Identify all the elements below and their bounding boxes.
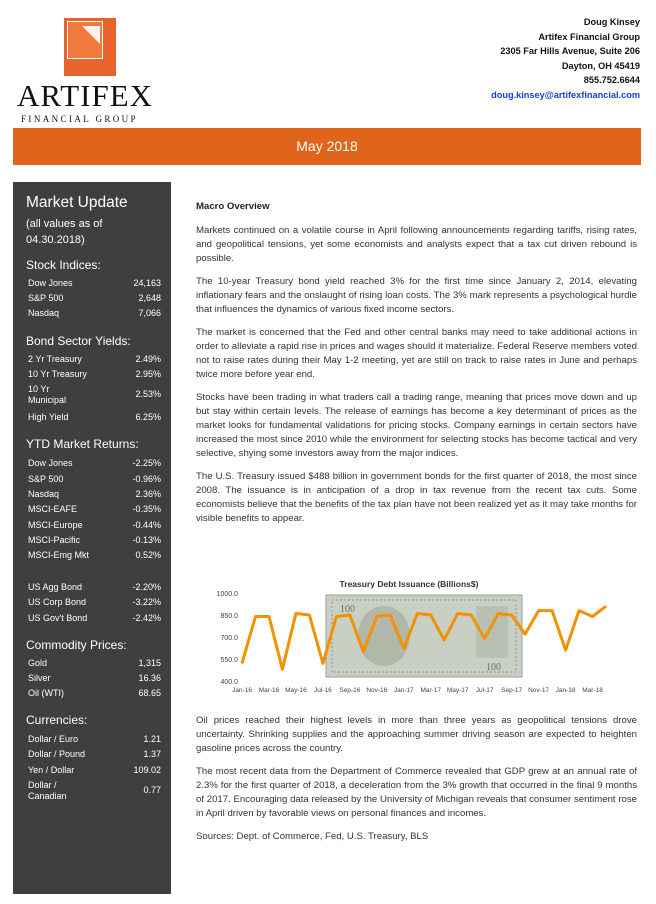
data-point — [444, 639, 445, 640]
row-value: 1,315 — [138, 658, 161, 668]
paragraph: The 10-year Treasury bond yield reached 3% for the first time since January 2, 2014, elevating inflationary fears and the onslaught of rising loan costs. The 3% mark represents a psychological hurdle that influences the dynamics of various fixed income sectors. — [196, 276, 637, 315]
data-point — [322, 663, 323, 664]
contact-address-line2: Dayton, OH 45419 — [561, 60, 640, 71]
data-point — [538, 610, 539, 611]
row-value: 0.52% — [135, 550, 161, 560]
row-label: Dollar / Canadian — [28, 780, 67, 801]
data-point — [309, 615, 310, 616]
article-body-continued — [196, 714, 637, 853]
paragraph: Oil prices reached their highest levels in more than three years as geopolitical tensions drove uncertainty. Shrinking supplies and the approaching summer driving season are expected to heighten gasoline prices across the country. — [196, 715, 637, 754]
row-label: Nasdaq — [28, 489, 60, 499]
row-value: -0.96% — [132, 474, 161, 484]
data-point — [403, 648, 404, 649]
y-tick-label: 1000.0 — [216, 591, 238, 598]
data-point — [484, 638, 485, 639]
row-value: 68.65 — [138, 688, 161, 698]
row-label: 10 Yr Municipal — [28, 384, 67, 405]
data-point — [471, 615, 472, 616]
row-value: 2.53% — [135, 389, 161, 399]
data-point — [390, 615, 391, 616]
row-label: Dollar / Euro — [28, 734, 79, 744]
row-value: 1.21 — [143, 734, 161, 744]
x-tick-label: Jan-16 — [232, 687, 252, 694]
row-label: 10 Yr Treasury — [28, 369, 87, 379]
stock-indices-heading: Stock Indices: — [26, 258, 101, 272]
row-value: 2.95% — [135, 369, 161, 379]
data-point — [363, 651, 364, 652]
svg-text:100: 100 — [340, 604, 355, 615]
paragraph: The market is concerned that the Fed and other central banks may need to take additional actions in order to alleviate a rapid rise in prices and wages should it materialize. Federal Reserve members voted not to raise rates during their May 1-2 meeting, yet are still on track to raise rates in June and perhaps twice more before year end. — [196, 327, 637, 380]
row-value: -2.25% — [132, 458, 161, 468]
row-label: MSCI-Pacific — [28, 535, 81, 545]
x-axis — [232, 687, 603, 694]
data-point — [606, 606, 607, 607]
market-update-sidebar — [13, 182, 171, 894]
ytd-returns-heading: YTD Market Returns: — [26, 437, 139, 451]
x-tick-label: Sep-16 — [339, 687, 361, 694]
row-value: 109.02 — [133, 765, 161, 775]
data-point — [417, 613, 418, 614]
y-tick-label: 850.0 — [220, 613, 238, 620]
x-tick-label: Nov-17 — [528, 687, 550, 694]
row-value: 2.49% — [135, 354, 161, 364]
row-value: 7,066 — [138, 308, 161, 318]
dollar-bill-image — [326, 595, 522, 677]
x-tick-label: Jul-17 — [475, 687, 494, 694]
sidebar-title: Market Update — [26, 194, 128, 211]
row-label: MSCI-EAFE — [28, 504, 78, 514]
x-tick-label: Mar-17 — [420, 687, 442, 694]
row-value: 24,163 — [133, 278, 161, 288]
x-tick-label: Nov-16 — [366, 687, 388, 694]
sidebar-note: (all values as of 04.30.2018) — [26, 218, 103, 246]
x-tick-label: Jul-16 — [314, 687, 332, 694]
commodity-prices-heading: Commodity Prices: — [26, 638, 127, 652]
x-tick-label: Mar-18 — [582, 687, 603, 694]
row-value: 6.25% — [135, 412, 161, 422]
row-label: MSCI-Emg Mkt — [28, 550, 90, 560]
row-label: US Corp Bond — [28, 597, 87, 607]
row-label: Nasdaq — [28, 308, 60, 318]
paragraph: The most recent data from the Department of Commerce revealed that GDP grew at an annual rate of 2.3% for the first quarter of 2018, a deceleration from the 3% growth that occurred in the final 9 months of 2017. Encouraging data released by the University of Michigan reveals that consumer sentiment rose in April driven by favorable views on personal finances and incomes. — [196, 766, 637, 819]
x-tick-label: Jan-18 — [555, 687, 576, 694]
data-point — [552, 610, 553, 611]
y-tick-label: 700.0 — [220, 635, 238, 642]
row-label: Gold — [28, 658, 48, 668]
data-point — [268, 616, 269, 617]
contact-company: Artifex Financial Group — [538, 31, 640, 42]
row-label: Dow Jones — [28, 458, 73, 468]
row-label: S&P 500 — [28, 474, 64, 484]
x-tick-label: May-17 — [446, 687, 469, 694]
logo-subtitle: FINANCIAL GROUP — [21, 114, 138, 124]
row-label: High Yield — [28, 412, 69, 422]
data-point — [255, 616, 256, 617]
row-value: 0.77 — [143, 785, 161, 795]
row-value: 1.37 — [143, 749, 161, 759]
row-value: -0.35% — [132, 504, 161, 514]
row-label: US Agg Bond — [28, 582, 83, 592]
row-value: -2.20% — [132, 582, 161, 592]
data-point — [457, 613, 458, 614]
data-point — [349, 615, 350, 616]
row-label: US Gov't Bond — [28, 613, 88, 623]
data-point — [430, 615, 431, 616]
row-label: 2 Yr Treasury — [28, 354, 82, 364]
row-label: Dow Jones — [28, 278, 73, 288]
article-body — [196, 200, 637, 535]
data-point — [336, 616, 337, 617]
data-point — [295, 613, 296, 614]
row-value: 16.36 — [138, 673, 161, 683]
data-point — [511, 615, 512, 616]
logo-mark-icon — [64, 18, 116, 76]
row-value: 2,648 — [138, 293, 161, 303]
month-banner: May 2018 — [13, 128, 641, 165]
row-value: -3.22% — [132, 597, 161, 607]
row-label: MSCI-Europe — [28, 520, 83, 530]
row-label: Silver — [28, 673, 51, 683]
data-point — [592, 616, 593, 617]
row-label: Yen / Dollar — [28, 765, 75, 775]
currencies-heading: Currencies: — [26, 713, 88, 727]
article-heading: Macro Overview — [196, 201, 270, 212]
data-point — [565, 650, 566, 651]
x-tick-label: May-16 — [285, 687, 307, 694]
paragraph: Stocks have been trading in what traders call a trading range, meaning that prices move down and up but stay within certain levels. The release of earnings has become a key determinant of prices as the market looks for fundamental validations for pricing stocks. Company earnings in certain sectors have increased the most since 2010 while the environment for selecting stocks has become tactical and very selective, shying some investors away from the major indices. — [196, 392, 637, 459]
data-point — [282, 669, 283, 670]
logo-name: ARTIFEX — [17, 78, 154, 113]
row-value: -2.42% — [132, 613, 161, 623]
y-axis — [217, 591, 239, 686]
y-tick-label: 550.0 — [220, 657, 238, 664]
row-label: Dollar / Pound — [28, 749, 86, 759]
treasury-debt-chart — [214, 578, 624, 696]
x-tick-label: Mar-16 — [258, 687, 280, 694]
data-point — [242, 663, 243, 664]
bond-yields-heading: Bond Sector Yields: — [26, 334, 131, 348]
sources-line: Sources: Dept. of Commerce, Fed, U.S. Treasury, BLS — [196, 831, 429, 842]
contact-address-line1: 2305 Far Hills Avenue, Suite 206 — [500, 46, 640, 57]
row-value: 2.36% — [135, 489, 161, 499]
contact-name: Doug Kinsey — [583, 17, 640, 27]
contact-phone: 855.752.6644 — [583, 75, 640, 86]
chart-title: Treasury Debt Issuance (Billions$) — [339, 579, 479, 589]
data-point — [376, 616, 377, 617]
row-label: S&P 500 — [28, 293, 64, 303]
row-label: Oil (WTI) — [28, 688, 64, 698]
paragraph: The U.S. Treasury issued $488 billion in government bonds for the first quarter of 2018, the most since 2008. The issuance is in anticipation of a drop in tax revenue from the recent tax cuts. Some economists believe that the benefits of the tax plan have not been realized yet as it may take months for visible benefits to appear. — [196, 471, 637, 524]
svg-text:100: 100 — [486, 662, 501, 673]
data-point — [525, 634, 526, 635]
contact-block — [491, 15, 640, 103]
chart-svg — [214, 578, 624, 696]
y-tick-label: 400.0 — [220, 679, 238, 686]
company-logo — [17, 18, 154, 128]
paragraph: Markets continued on a volatile course in April following announcements regarding tariffs, rising rates, and geopolitical tensions, yet some economists and analysts expect that a tax cut driven rebound is possible. — [196, 225, 637, 264]
row-value: -0.44% — [132, 520, 161, 530]
row-value: -0.13% — [132, 535, 161, 545]
data-point — [579, 610, 580, 611]
contact-email-link[interactable]: doug.kinsey@artifexfinancial.com — [491, 89, 640, 100]
x-tick-label: Sep-17 — [501, 687, 523, 694]
data-point — [498, 613, 499, 614]
x-tick-label: Jan-17 — [393, 687, 414, 694]
